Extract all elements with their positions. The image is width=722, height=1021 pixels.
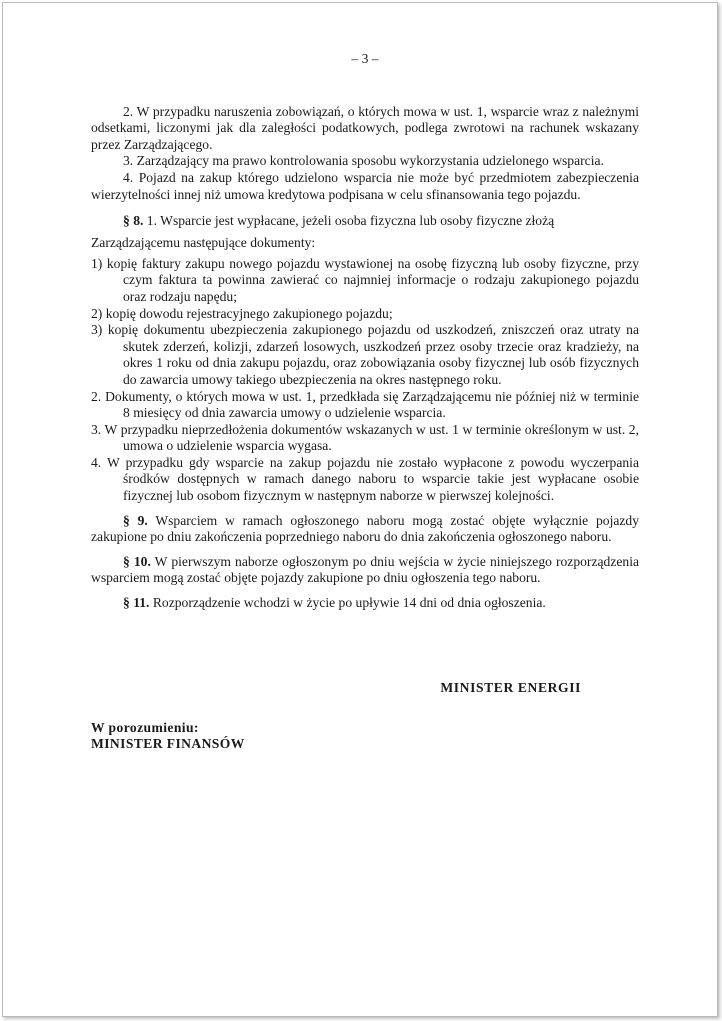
- paragraph-7-3: 3. Zarządzający ma prawo kontrolowania sposobu wykorzystania udzielonego wsparcia.: [123, 153, 604, 169]
- documents-list: [91, 256, 639, 389]
- list-item: 2) kopię dowodu rejestracyjnego zakupionego pojazdu;: [91, 305, 393, 321]
- section-9: [91, 513, 639, 546]
- signature-minister-energy: MINISTER ENERGII: [440, 679, 581, 695]
- agreement-label: W porozumieniu:: [91, 720, 199, 736]
- section-8-continuation: Zarządzającemu następujące dokumenty:: [91, 235, 316, 251]
- section-10-mark: § 10.: [123, 553, 151, 569]
- paragraph-7-2: 2. W przypadku naruszenia zobowiązań, o których mowa w ust. 1, wsparcie wraz z należnymi odsetkami, liczonymi jak dla zaległości podatkowych, podlega zwrotowi na rachunek wskazany przez Zarządzającego.: [91, 103, 639, 152]
- section-11-mark: § 11.: [123, 595, 150, 611]
- section-8-text: 1. Wsparcie jest wypłacane, jeżeli osoba fizyczna lub osoby fizyczne złożą: [143, 213, 555, 229]
- paragraph-7-4: 4. Pojazd na zakup którego udzielono wsparcia nie może być przedmiotem zabezpieczenia wierzytelności innej niż umowa kredytowa podpisana w celu sfinansowania tego pojazdu.: [91, 169, 639, 202]
- minister-finance: MINISTER FINANSÓW: [91, 736, 245, 752]
- page-number: – 3 –: [351, 51, 379, 66]
- paragraph-8-3: 3. W przypadku nieprzedłożenia dokumentów wskazanych w ust. 1 w terminie określonym w ust. 2, umowa o udzielenie wsparcia wygasa.: [91, 421, 639, 454]
- list-item: 1) kopię faktury zakupu nowego pojazdu wystawionej na osobę fizyczną lub osoby fizyczne, przy czym faktura ta powinna zawierać co najmniej informacje o rodzaju zakupionego pojazdu oraz rodzaju napędu;: [91, 255, 639, 304]
- paragraph-8-4: 4. W przypadku gdy wsparcie na zakup pojazdu nie zostało wypłacone z powodu wyczerpania środków dostępnych w ramach danego naboru to wsparcie takie jest wypłacane osobie fizycznej lub osobom fizycznym w następnym naborze w pierwszej kolejności.: [91, 454, 639, 504]
- agreement-block: [91, 720, 639, 752]
- paragraph-8-2: 2. Dokumenty, o których mowa w ust. 1, przedkłada się Zarządzającemu nie później niż w terminie 8 miesięcy od dnia zawarcia umowy o udzielenie wsparcia.: [91, 388, 639, 421]
- section-8: [91, 212, 639, 230]
- section-8-mark: § 8.: [123, 213, 144, 229]
- section-11: [91, 595, 639, 612]
- section-11-text: Rozporządzenie wchodzi w życie po upływie 14 dni od dnia ogłoszenia.: [149, 595, 546, 611]
- document-page: [2, 2, 718, 1017]
- section-10-text: W pierwszym naborze ogłoszonym po dniu wejścia w życie niniejszego rozporządzenia wsparciem mogą zostać objęte pojazdy zakupione po dniu ogłoszenia tego naboru.: [91, 553, 640, 586]
- page-content: [91, 51, 639, 752]
- section-9-text: Wsparciem w ramach ogłoszonego naboru mogą zostać objęte wyłącznie pojazdy zakupione po dniu zakończenia poprzedniego naboru do dnia zakończenia ogłoszonego naboru.: [91, 512, 640, 545]
- section-9-mark: § 9.: [123, 512, 148, 528]
- list-item: 3) kopię dokumentu ubezpieczenia zakupionego pojazdu od uszkodzeń, zniszczeń oraz utraty na skutek zderzeń, kolizji, zdarzeń losowych, uszkodzeń przez osoby trzecie oraz kradzieży, na okres 1 roku od dnia zakupu pojazdu, oraz zobowiązania osoby fizycznej lub osób fizycznych do zawarcia umowy takiego ubezpieczenia na okres następnego roku.: [91, 322, 639, 387]
- section-10: [91, 554, 639, 587]
